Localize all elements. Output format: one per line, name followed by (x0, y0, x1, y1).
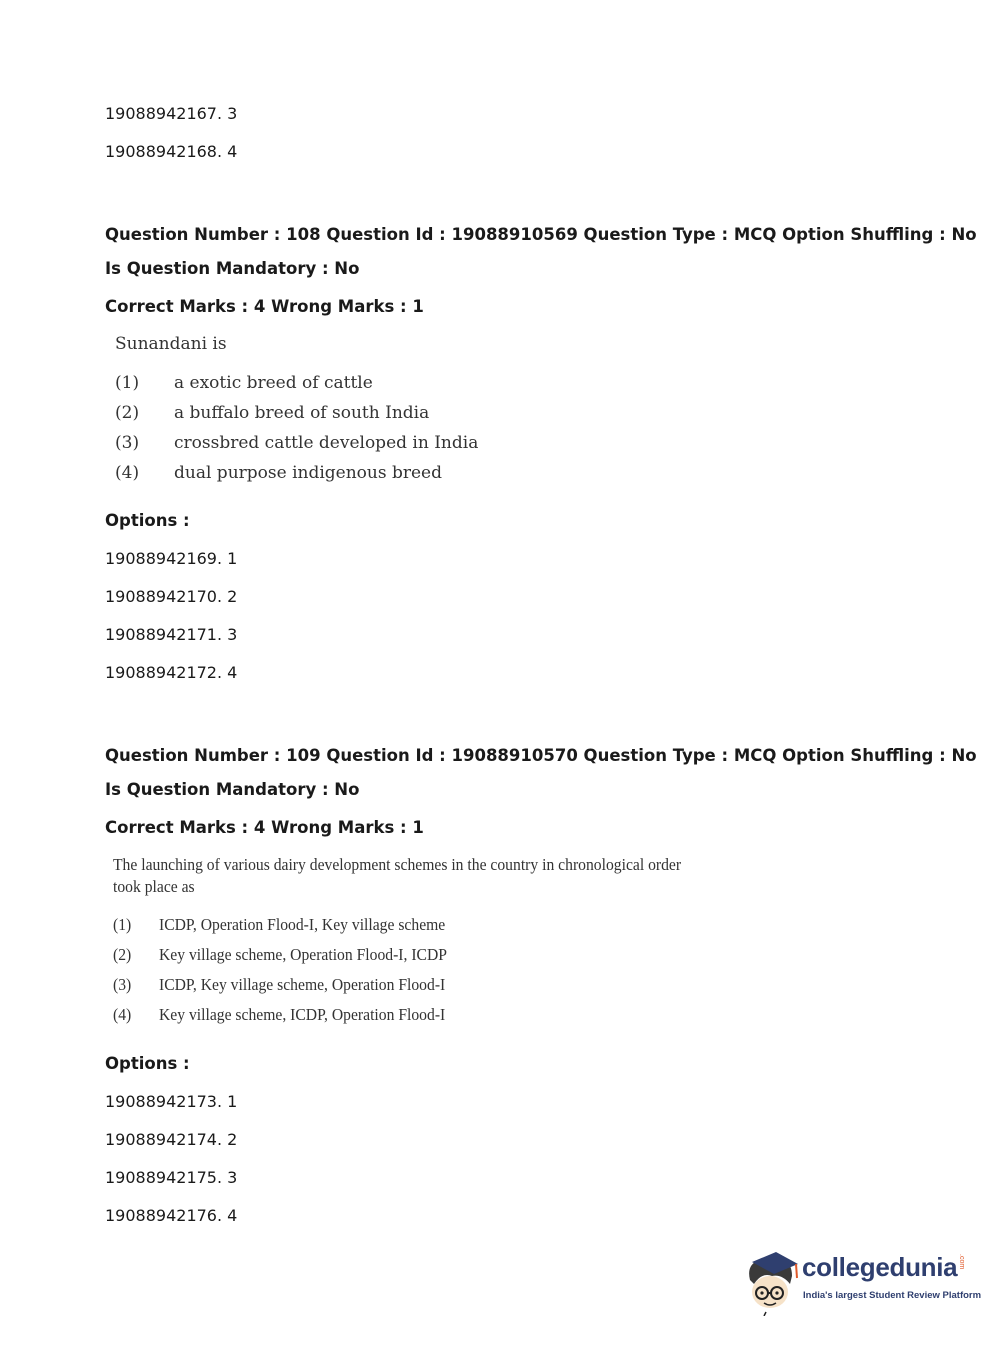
question-109-mandatory: Is Question Mandatory : No (105, 780, 360, 799)
question-108-header: Question Number : 108 Question Id : 19088910569 Question Type : MCQ Option Shuffling : No (105, 225, 977, 244)
choice-text: Key village scheme, Operation Flood-I, ICDP (159, 945, 447, 964)
choice-number: (4) (115, 463, 140, 483)
choice-text: ICDP, Operation Flood-I, Key village scheme (159, 915, 446, 934)
choice-number: (2) (113, 945, 132, 964)
choice-number: (2) (115, 403, 140, 423)
choice-text: a exotic breed of cattle (174, 373, 373, 393)
question-109-header: Question Number : 109 Question Id : 19088910570 Question Type : MCQ Option Shuffling : No (105, 746, 977, 765)
choice-number: (3) (115, 433, 140, 453)
option-line: 19088942174. 2 (105, 1130, 238, 1149)
option-line: 19088942171. 3 (105, 625, 238, 644)
choice-number: (1) (115, 373, 140, 393)
question-108-marks: Correct Marks : 4 Wrong Marks : 1 (105, 297, 424, 316)
option-line: 19088942172. 4 (105, 663, 238, 682)
options-label: Options : (105, 1054, 190, 1073)
choice-number: (1) (113, 915, 132, 934)
mascot-icon (742, 1250, 800, 1316)
choice-number: (3) (113, 975, 132, 994)
option-line: 19088942170. 2 (105, 587, 238, 606)
question-109-marks: Correct Marks : 4 Wrong Marks : 1 (105, 818, 424, 837)
question-108-mandatory: Is Question Mandatory : No (105, 259, 360, 278)
question-108-stem: Sunandani is (115, 334, 227, 354)
option-line: 19088942168. 4 (105, 142, 238, 161)
option-line: 19088942173. 1 (105, 1092, 238, 1111)
choice-text: Key village scheme, ICDP, Operation Flood-I (159, 1005, 446, 1024)
choice-number: (4) (113, 1005, 132, 1024)
option-line: 19088942175. 3 (105, 1168, 238, 1187)
question-109-stem-cont: took place as (113, 877, 195, 896)
logo-tagline: India's largest Student Review Platform (803, 1290, 982, 1301)
choice-text: a buffalo breed of south India (174, 403, 430, 423)
option-line: 19088942169. 1 (105, 549, 238, 568)
logo-domain: .com (958, 1254, 965, 1270)
collegedunia-logo (742, 1250, 982, 1316)
option-line: 19088942176. 4 (105, 1206, 238, 1225)
choice-text: ICDP, Key village scheme, Operation Flood-I (159, 975, 446, 994)
options-label: Options : (105, 511, 190, 530)
question-109-stem: The launching of various dairy development schemes in the country in chronological order (113, 855, 682, 874)
choice-text: crossbred cattle developed in India (174, 433, 479, 453)
option-line: 19088942167. 3 (105, 104, 238, 123)
logo-wordmark: collegedunia (802, 1252, 958, 1282)
choice-text: dual purpose indigenous breed (174, 463, 442, 483)
